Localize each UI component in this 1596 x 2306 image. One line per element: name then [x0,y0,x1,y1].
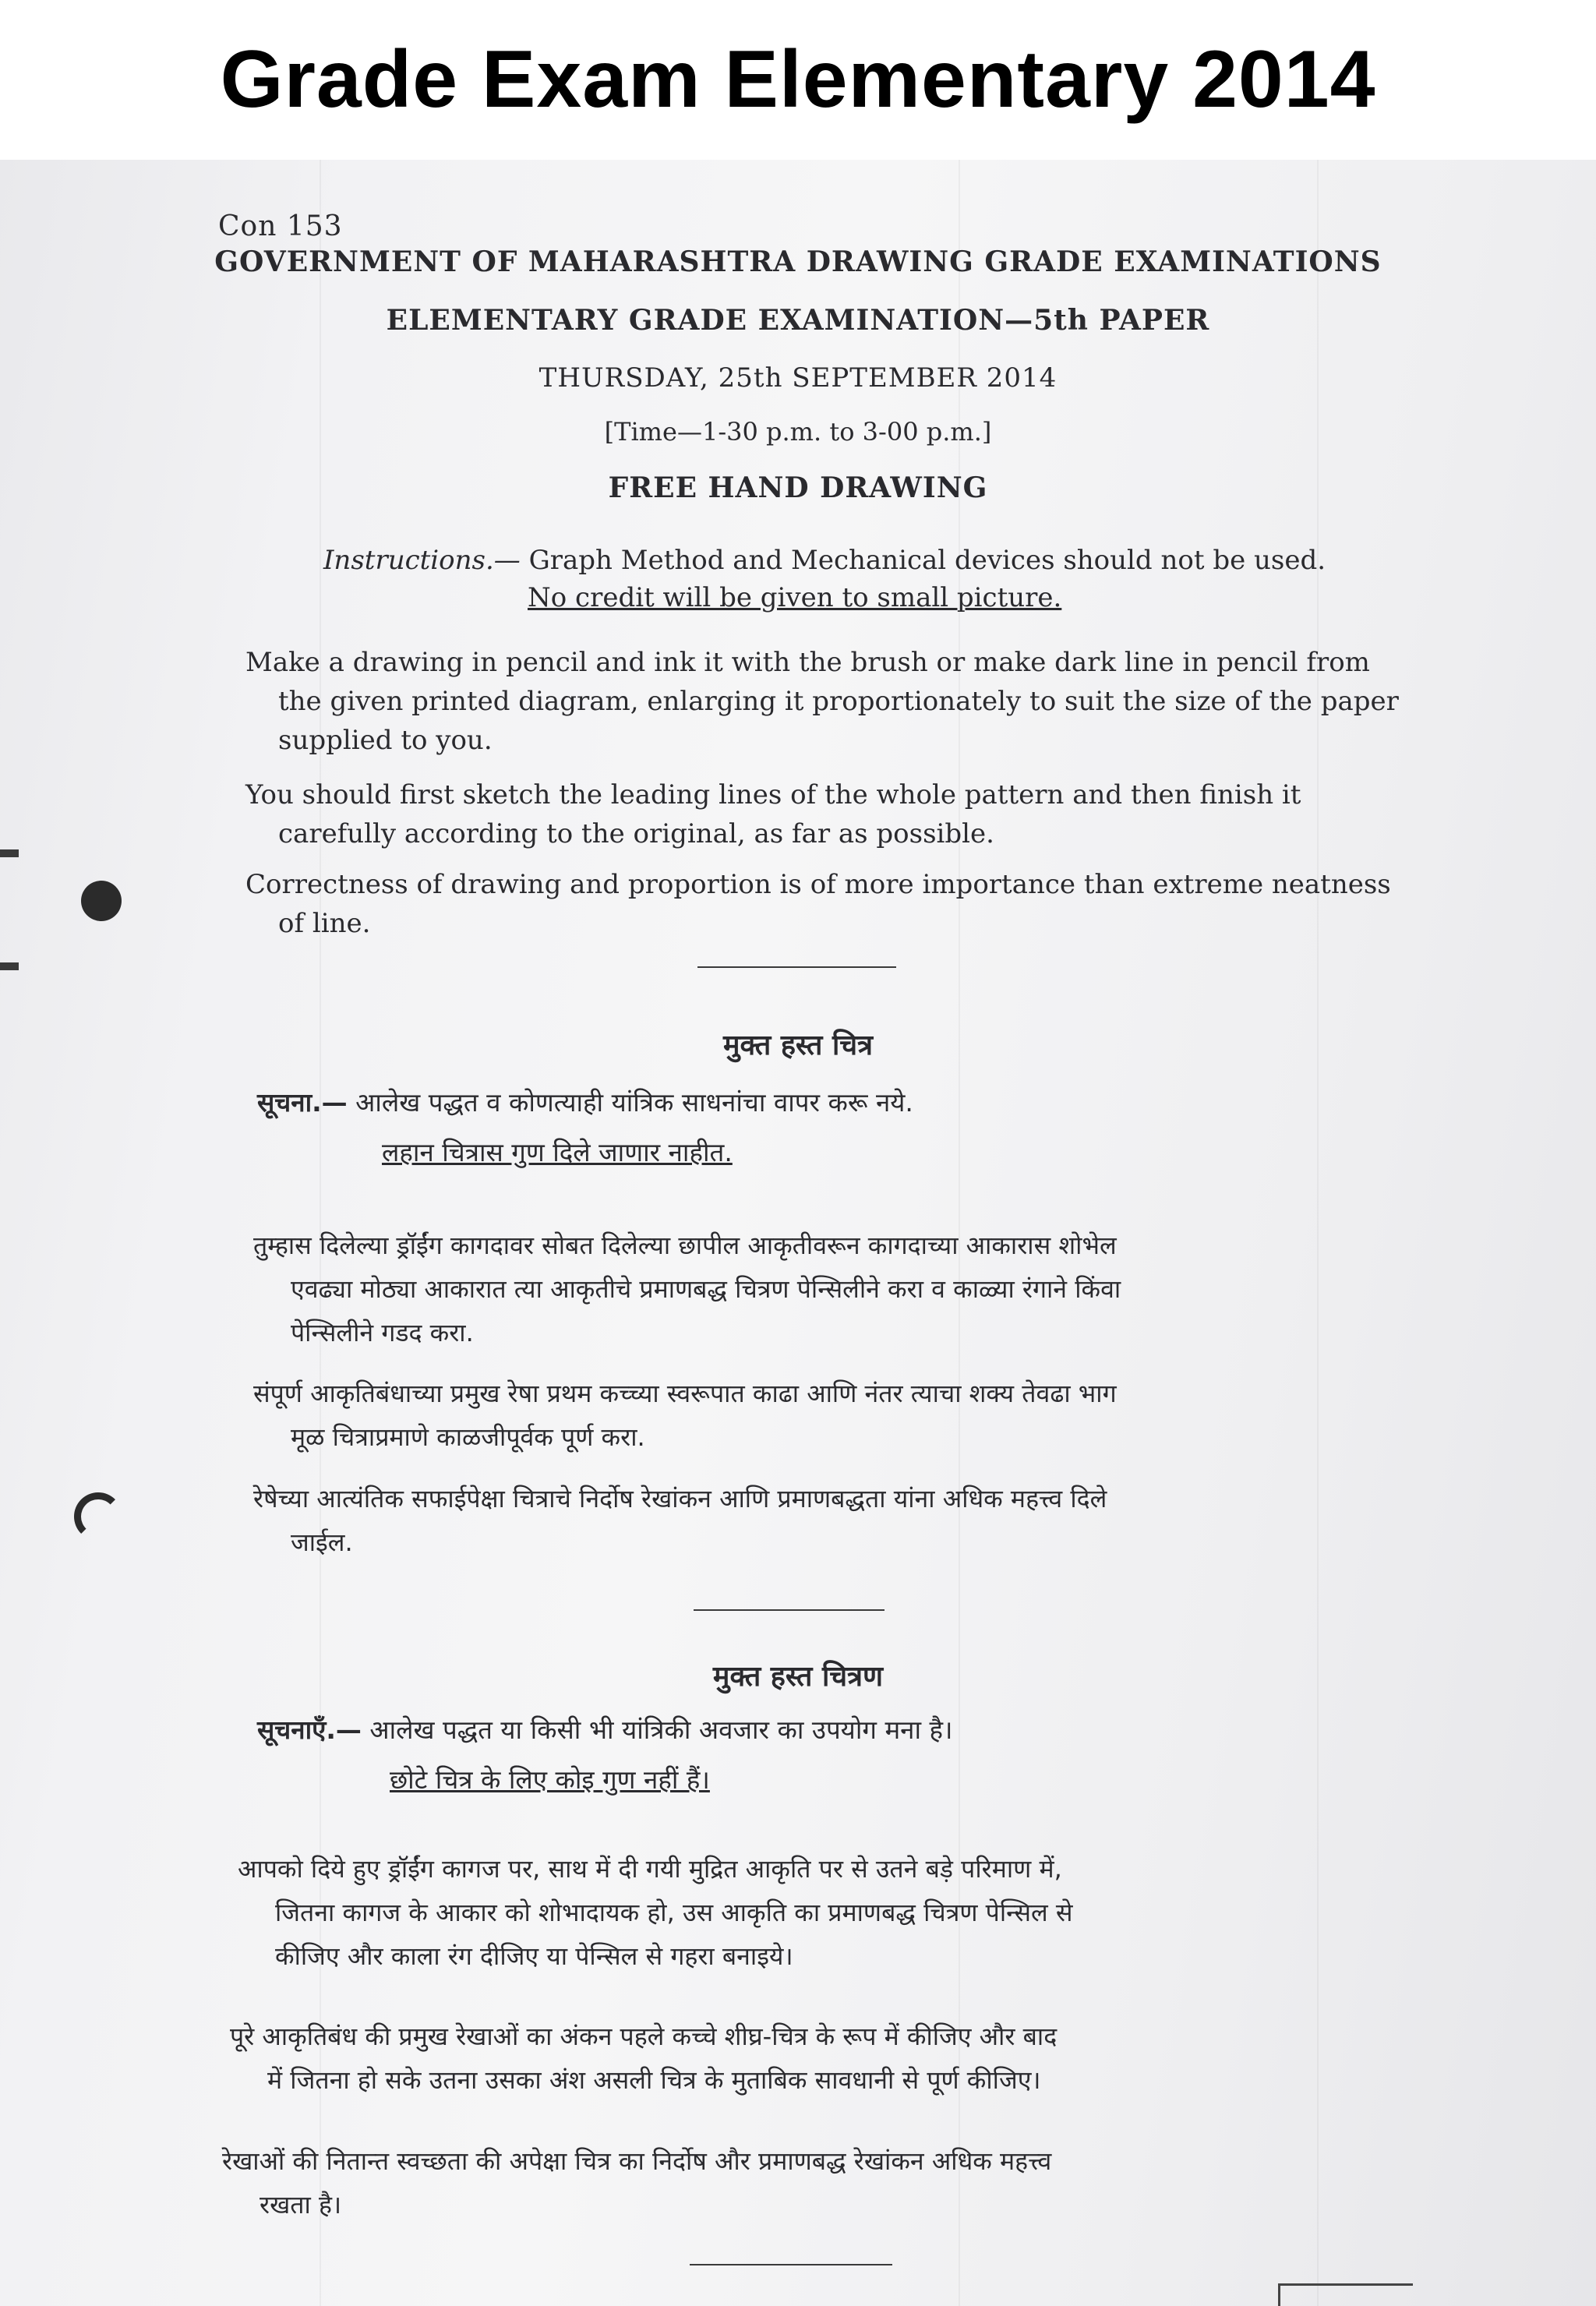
english-paragraph-3 [245,865,1414,943]
hindi-note-text: आलेख पद्धत या किसी भी यांत्रिकी अवजार का उपयोग मना है। [369,1714,953,1745]
marathi-paragraph-1 [253,1224,1446,1354]
paragraph-line: carefully according to the original, as far as possible. [278,818,994,849]
hindi-paragraph-3 [222,2139,1414,2227]
instructions-text: Graph Method and Mechanical devices should not be used. [528,545,1326,576]
hindi-note [257,1711,953,1799]
marathi-heading: मुक्त हस्त चित्र [722,1029,874,1061]
section-divider [694,1609,885,1611]
paragraph-line: the given printed diagram, enlarging it proportionately to suit the size of the paper [278,686,1399,717]
punch-hole [81,881,122,921]
banner [0,0,1596,160]
paragraph-line: मूळ चित्राप्रमाणे काळजीपूर्वक पूर्ण करा. [291,1422,645,1452]
exam-title: ELEMENTARY GRADE EXAMINATION—5th PAPER [386,304,1210,337]
marathi-note-text: आलेख पद्धत व कोणत्याही यांत्रिक साधनांचा वापर करू नये. [355,1087,913,1118]
marathi-paragraph-2 [253,1372,1446,1459]
exam-date: THURSDAY, 25th SEPTEMBER 2014 [538,362,1058,394]
paragraph-line: पेन्सिलीने गडद करा. [291,1318,474,1347]
hindi-paragraph-2 [230,2015,1422,2102]
paragraph-line: जितना कागज के आकार को शोभादायक हो, उस आकृति का प्रमाणबद्ध चित्रण पेन्सिल से [275,1898,1073,1927]
instructions-underlined: No credit will be given to small picture. [528,582,1062,613]
marathi-paragraph-3 [253,1477,1446,1564]
paragraph-line: जाईल. [291,1527,353,1557]
hindi-paragraph-1 [238,1847,1430,1978]
paragraph-line: संपूर्ण आकृतिबंधाच्या प्रमुख रेषा प्रथम कच्च्या स्वरूपात काढा आणि नंतर त्याचा शक्य तेवढा भाग [253,1379,1117,1408]
hindi-note-underlined: छोटे चित्र के लिए कोइ गुण नहीं हैं। [390,1764,710,1795]
paragraph-line: कीजिए और काला रंग दीजिए या पेन्सिल से गहरा बनाइये। [275,1941,793,1971]
edge-mark [0,849,19,857]
bracket-mark [1278,2283,1413,2306]
paragraph-line: of line. [278,908,371,939]
paragraph-line: में जितना हो सके उतना उसका अंश असली चित्र के मुताबिक सावधानी से पूर्ण कीजिए। [267,2065,1041,2095]
paragraph-line: रेषेच्या आत्यंतिक सफाईपेक्षा चित्राचे निर्दोष रेखांकन आणि प्रमाणबद्धता यांना अधिक महत्त्व दिले [253,1484,1107,1513]
marathi-note [257,1083,913,1172]
paragraph-line: You should first sketch the leading lines of the whole pattern and then finish it [245,779,1301,810]
edge-mark [0,962,19,970]
paragraph-line: supplied to you. [278,725,493,756]
paper-code: Con 153 [218,210,343,242]
section-divider [697,966,896,968]
subject-title: FREE HAND DRAWING [608,471,988,504]
banner-title: Grade Exam Elementary 2014 [220,34,1376,125]
hindi-note-label: सूचनाएँ.— [257,1714,362,1745]
paragraph-line: Correctness of drawing and proportion is of more importance than extreme neatness [245,869,1391,900]
hindi-heading: मुक्त हस्त चित्रण [712,1661,884,1693]
marathi-note-underlined: लहान चित्रास गुण दिले जाणार नाहीत. [382,1137,733,1167]
english-instructions [323,542,1326,616]
english-paragraph-1 [245,643,1414,760]
paragraph-line: रखता है। [260,2190,342,2219]
paragraph-line: तुम्हास दिलेल्या ड्रॉईंग कागदावर सोबत दिलेल्या छापील आकृतीवरून कागदाच्या आकारास शोभेल [253,1231,1117,1260]
marathi-note-label: सूचना.— [257,1087,348,1118]
english-paragraph-2 [245,775,1414,853]
punch-hole [74,1492,122,1541]
paragraph-line: आपको दिये हुए ड्रॉईंग कागज पर, साथ में दी गयी मुद्रित आकृति पर से उतने बड़े परिमाण में, [238,1854,1062,1884]
section-divider [690,2264,892,2265]
instructions-label: Instructions.— [323,545,521,576]
paragraph-line: एवढ्या मोठ्या आकारात त्या आकृतीचे प्रमाणबद्ध चित्रण पेन्सिलीने करा व काळ्या रंगाने किंवा [291,1274,1121,1304]
exam-time: [Time—1-30 p.m. to 3-00 p.m.] [604,417,992,447]
paragraph-line: पूरे आकृतिबंध की प्रमुख रेखाओं का अंकन पहले कच्चे शीघ्र-चित्र के रूप में कीजिए और बाद [230,2022,1058,2051]
exam-paper-photo [0,160,1596,2306]
paragraph-line: Make a drawing in pencil and ink it with the brush or make dark line in pencil from [245,647,1370,678]
paragraph-line: रेखाओं की नितान्त स्वच्छता की अपेक्षा चित्र का निर्दोष और प्रमाणबद्ध रेखांकन अधिक महत्त्व [222,2146,1052,2176]
exam-authority: GOVERNMENT OF MAHARASHTRA DRAWING GRADE EXAMINATIONS [214,245,1382,278]
